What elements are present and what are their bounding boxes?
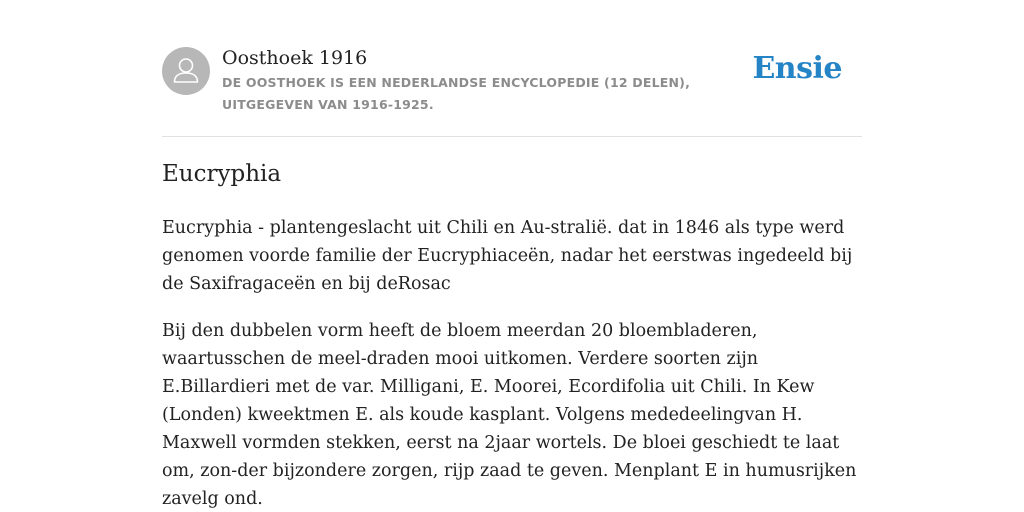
source-title[interactable]: Oosthoek 1916	[222, 47, 368, 69]
article-paragraph: Eucryphia - plantengeslacht uit Chili en Au-stralië. dat in 1846 als type werd genomen voorde familie der Eucryphiaceën, nadar het eerstwas ingedeeld bij de Saxifragaceën en bij deRosac	[162, 218, 853, 294]
source-header	[162, 44, 862, 137]
source-avatar[interactable]	[162, 47, 210, 95]
source-description: DE OOSTHOEK IS EEN NEDERLANDSE ENCYCLOPEDIE (12 DELEN), UITGEGEVEN VAN 1916-1925.	[222, 75, 691, 112]
article-title: Eucryphia	[162, 161, 282, 187]
brand-logo[interactable]: Ensie	[752, 51, 842, 86]
user-silhouette-icon	[162, 47, 210, 95]
article	[162, 158, 862, 512]
article-paragraph: Bij den dubbelen vorm heeft de bloem meerdan 20 bloembladeren, waartusschen de meel-draden mooi uitkomen. Verdere soorten zijn E.Billardieri met de var. Milligani, E. Moorei, Ecordifolia uit Chili. In Kew (Londen) kweektmen E. als koude kasplant. Volgens mededeelingvan H. Maxwell vormden stekken, eerst na 2jaar wortels. De bloei geschiedt te laat om, zon-der bijzondere zorgen, rijp zaad te geven. Menplant E in humusrijken zavelg ond.	[162, 321, 857, 509]
